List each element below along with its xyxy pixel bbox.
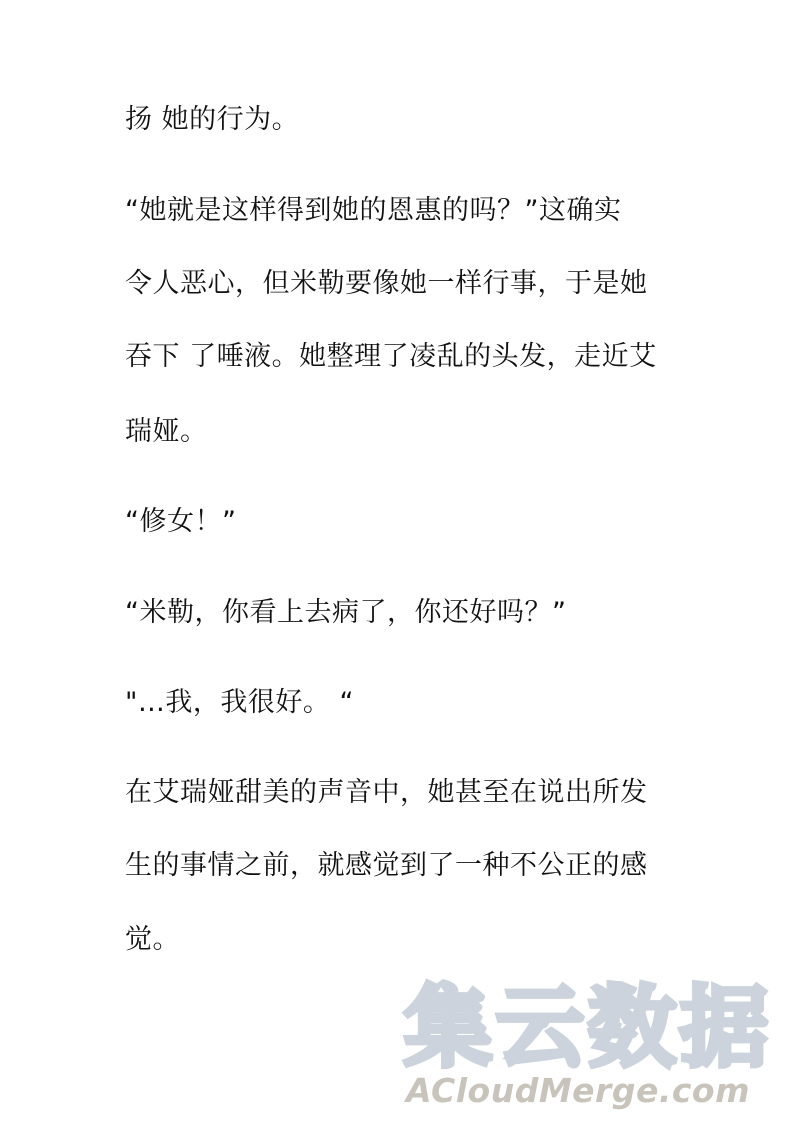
text-line-11: 觉。 — [125, 924, 180, 955]
text-line-5: 瑞娅。 — [125, 416, 208, 447]
text-line-3: 令人恶心，但米勒要像她一样行事，于是她 — [125, 268, 648, 299]
text-line-8: "…我，我很好。 “ — [125, 687, 354, 718]
text-line-1: 扬 她的行为。 — [125, 104, 300, 135]
text-line-6: “修女！” — [125, 506, 237, 537]
text-line-7: “米勒，你看上去病了，你还好吗？” — [125, 597, 567, 628]
text-line-2: “她就是这样得到她的恩惠的吗？”这确实 — [125, 195, 622, 226]
text-line-10: 生的事情之前，就感觉到了一种不公正的感 — [125, 850, 648, 881]
text-line-4: 吞下 了唾液。她整理了凌乱的头发，走近艾 — [125, 341, 657, 372]
watermark-chinese: 集云数据 — [404, 976, 773, 1079]
watermark-english: ACloudMerge.com — [406, 1071, 750, 1110]
text-line-9: 在艾瑞娅甜美的声音中，她甚至在说出所发 — [125, 777, 648, 808]
watermark — [404, 976, 784, 1110]
